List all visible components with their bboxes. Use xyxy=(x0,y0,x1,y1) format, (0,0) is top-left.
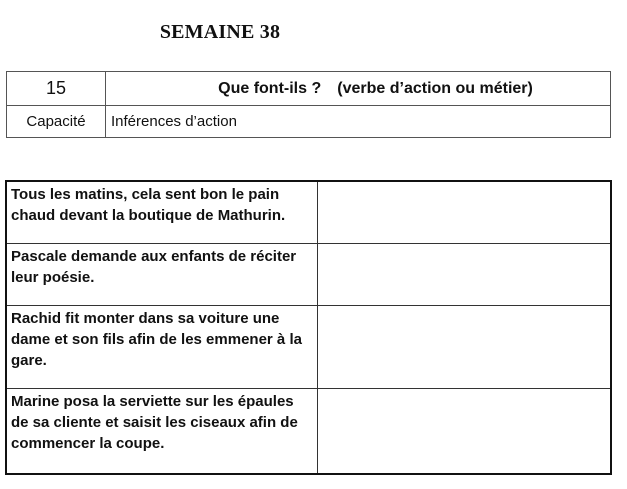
sentence-cell: Pascale demande aux enfants de réciter leur poésie. xyxy=(6,243,318,305)
capacity-value: Inférences d’action xyxy=(106,106,611,138)
exercise-row xyxy=(6,243,611,305)
capacity-row xyxy=(7,106,611,138)
exercise-row xyxy=(6,305,611,388)
sentence-cell: Rachid fit monter dans sa voiture une dame et son fils afin de les emmener à la gare. xyxy=(6,305,318,388)
instruction-text: (verbe d’action ou métier) xyxy=(337,79,533,97)
answer-cell[interactable] xyxy=(318,305,612,388)
exercise-table xyxy=(5,180,612,475)
question-text: Que font-ils ? xyxy=(218,79,322,97)
sentence-cell: Tous les matins, cela sent bon le pain chaud devant la boutique de Mathurin. xyxy=(6,181,318,243)
capacity-label: Capacité xyxy=(7,106,106,138)
week-title: SEMAINE 38 xyxy=(159,21,281,43)
exercise-row xyxy=(6,388,611,474)
answer-cell[interactable] xyxy=(318,243,612,305)
exercise-row xyxy=(6,181,611,243)
activity-header-table xyxy=(6,71,611,138)
header-row xyxy=(7,72,611,106)
answer-cell[interactable] xyxy=(318,388,612,474)
activity-number: 15 xyxy=(7,72,106,106)
activity-question xyxy=(106,72,611,106)
answer-cell[interactable] xyxy=(318,181,612,243)
sentence-cell: Marine posa la serviette sur les épaules de sa cliente et saisit les ciseaux afin de commencer la coupe. xyxy=(6,388,318,474)
